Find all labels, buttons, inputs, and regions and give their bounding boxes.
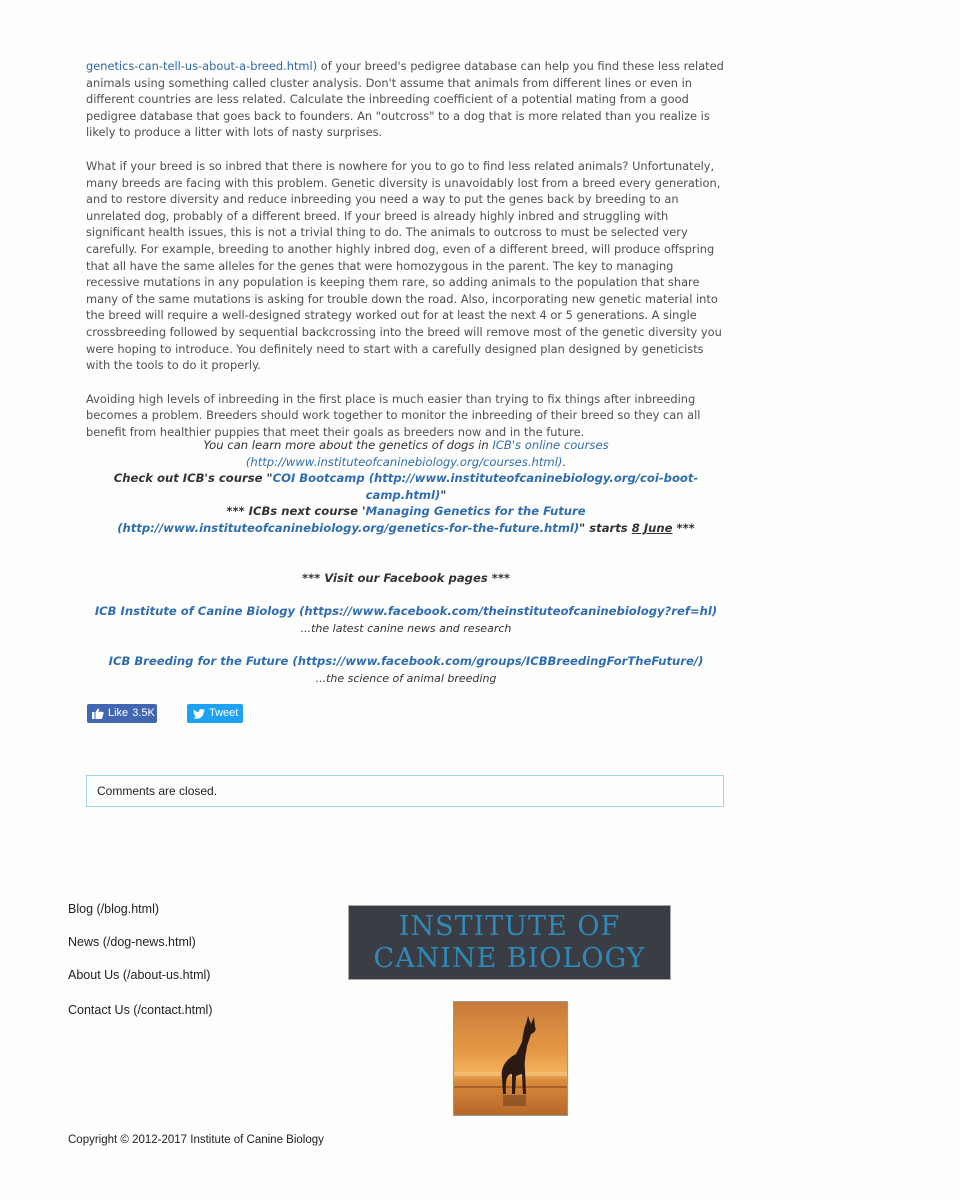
tweet-button[interactable] [187, 704, 243, 723]
logo-line-2: CANINE BIOLOGY [373, 943, 646, 974]
footer-nav-about [68, 968, 210, 982]
next-course-promo [86, 503, 726, 537]
paragraph-1-text: of your breed's pedigree database can help you find these less related animals using something called cluster analysis. Don't assume that animals from different lines or even in different countries are less related. Calculate the inbreeding coefficient of a potential mating from a good pedigree database that goes back to founders. An "outcross" to a dog that is more related than you realize is likely to produce a litter with lots of nasty surprises. [86, 59, 724, 140]
breed-genetics-link[interactable]: genetics-can-tell-us-about-a-breed.html) [86, 59, 318, 73]
like-label: Like [108, 707, 129, 719]
courses-promo-text: You can learn more about the genetics of dogs in [203, 438, 493, 452]
twitter-bird-icon [193, 709, 205, 719]
footer-link-contact[interactable]: Contact Us (/contact.html) [68, 1003, 213, 1017]
next-course-starts: " starts [579, 521, 632, 535]
article-paragraph-3: Avoiding high levels of inbreeding in the first place is much easier than trying to fix things after inbreeding becomes a problem. Breeders should work together to monitor the inbreeding of their breed so they can all benefit from healthier puppies that meet their goals as breeders now and in the future. [86, 391, 701, 439]
dog-sunset-image [453, 1001, 568, 1116]
coi-bootcamp-promo [86, 470, 726, 504]
footer-nav-news [68, 935, 196, 949]
coi-promo-text: Check out ICB's course " [113, 471, 273, 485]
facebook-heading-text: *** Visit our Facebook pages *** [302, 571, 510, 585]
article-body [86, 58, 726, 457]
next-course-stars: *** [672, 521, 695, 535]
online-courses-link[interactable]: ICB's online courses (http://www.instituteofcaninebiology.org/courses.html) [245, 438, 609, 469]
footer-link-news[interactable]: News (/dog-news.html) [68, 935, 196, 949]
footer-link-blog[interactable]: Blog (/blog.html) [68, 902, 160, 916]
managing-genetics-link[interactable]: Managing Genetics for the Future (http://www.instituteofcaninebiology.org/genetics-for-the-future.html) [117, 504, 586, 535]
facebook-page-breeding [86, 653, 726, 687]
next-course-date: 8 June [631, 521, 673, 535]
courses-promo-period: . [562, 455, 567, 469]
coi-promo-quote: " [440, 488, 447, 502]
logo-line-1: INSTITUTE OF [398, 911, 621, 942]
footer-nav-contact [68, 1003, 213, 1017]
courses-promo [86, 437, 726, 471]
coi-bootcamp-link[interactable]: COI Bootcamp (http://www.instituteofcaninebiology.org/coi-boot-camp.html) [272, 471, 699, 502]
comments-closed-text: Comments are closed. [97, 784, 218, 798]
tweet-label: Tweet [209, 707, 239, 719]
facebook-heading [86, 570, 726, 587]
facebook-icb-caption: ...the latest canine news and research [300, 622, 512, 635]
facebook-icb-link[interactable]: ICB Institute of Canine Biology (https://www.facebook.com/theinstituteofcaninebiology?ref=hl) [94, 604, 718, 618]
copyright-notice: Copyright © 2012-2017 Institute of Canine Biology [68, 1134, 324, 1146]
article-paragraph-1 [86, 58, 726, 141]
facebook-breeding-caption: ...the science of animal breeding [315, 672, 497, 685]
like-count: 3.5K [132, 707, 155, 719]
article-paragraph-2: What if your breed is so inbred that there is nowhere for you to go to find less related animals? Unfortunately, many breeds are facing with this problem. Genetic diversity is unavoidably lost from a breed every generation, and to restore diversity and reduce inbreeding you need a way to put the genes back by breeding to an unrelated dog, probably of a different breed. If your breed is already highly inbred and struggling with significant health issues, this is not a trivial thing to do. The animals to outcross to must be selected very carefully. For example, breeding to another highly inbred dog, even of a different breed, will produce offspring that all have the same alleles for the genes that were homozygous in the parent. The key to managing recessive mutations in any population is keeping them rare, so adding animals to the population that share many of the same mutations is asking for trouble down the road. Also, incorporating new genetic material into the breed will require a well-designed strategy worked out for at least the next 4 or 5 generations. A single crossbreeding followed by sequential backcrossing into the breed will remove most of the genetic diversity you were hoping to introduce. You definitely need to start with a carefully designed plan designed by geneticists with the tools to do it properly. [86, 158, 722, 373]
comments-closed-box [86, 775, 724, 807]
icb-logo [348, 905, 671, 980]
facebook-page-icb [86, 603, 726, 637]
footer-nav-blog [68, 902, 159, 916]
thumbs-up-icon [92, 708, 104, 719]
facebook-breeding-link[interactable]: ICB Breeding for the Future (https://www.facebook.com/groups/ICBBreedingForTheFuture/) [108, 654, 704, 668]
next-course-text: *** ICBs next course ' [226, 504, 366, 518]
facebook-like-button[interactable] [87, 704, 157, 723]
footer-link-about[interactable]: About Us (/about-us.html) [68, 968, 211, 982]
